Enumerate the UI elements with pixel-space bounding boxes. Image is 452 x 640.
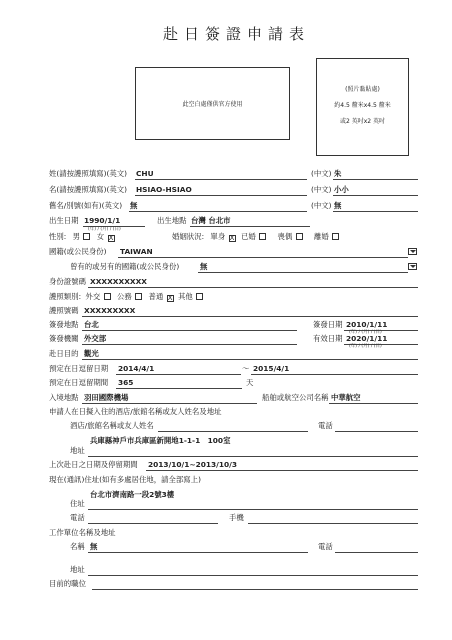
other-names-field[interactable]: 無 <box>130 201 138 210</box>
marital-widowed-label: 喪偶 <box>277 232 293 241</box>
surname-field[interactable]: CHU <box>136 169 154 178</box>
duration-field[interactable]: 365 <box>118 378 134 387</box>
hotel-address-label: 地址 <box>70 446 85 455</box>
current-address-header: 現在(通訊)住址(如有多處居住地，請全部寫上) <box>49 475 201 484</box>
other-names-underline <box>129 211 307 212</box>
hotel-name-underline <box>158 431 308 432</box>
issuing-authority-field[interactable]: 外交部 <box>84 334 107 343</box>
other-names-cn-field[interactable]: 無 <box>334 201 342 210</box>
purpose-label: 赴日目的 <box>49 349 79 358</box>
airline-underline <box>329 403 418 404</box>
other-names-cn-label: (中文) <box>311 201 332 210</box>
id-number-label: 身份證號碼 <box>49 277 86 286</box>
stay-date-separator: ～ <box>242 364 250 373</box>
surname-underline <box>135 179 307 180</box>
employer-name-underline <box>88 552 308 553</box>
given-name-field[interactable]: HSIAO-HSIAO <box>136 185 192 194</box>
current-phone-label: 電話 <box>70 513 85 522</box>
hotel-address-field[interactable]: 兵庫縣神戶市兵庫區新開地1-1-1 100室 <box>90 436 231 445</box>
passport-number-label: 護照號碼 <box>49 306 79 315</box>
airline-label: 船舶或航空公司名稱 <box>262 393 329 402</box>
sex-male-label: 男 <box>72 232 81 241</box>
passport-number-field[interactable]: XXXXXXXXX <box>84 306 136 315</box>
marital-married-checkbox[interactable] <box>259 233 266 240</box>
given-name-cn-field[interactable]: 小小 <box>334 185 349 194</box>
duration-unit: 天 <box>246 378 254 387</box>
airline-field[interactable]: 中華航空 <box>331 393 361 402</box>
employer-name-field[interactable]: 無 <box>90 542 98 551</box>
current-position-label: 目前的職位 <box>49 579 86 588</box>
hotels-header: 申請人在日擬入住的酒店/旅館名稱或友人姓名及地址 <box>49 407 222 416</box>
passport-diplomatic-label: 外交 <box>85 292 101 301</box>
nationality-dropdown-icon[interactable] <box>408 248 417 255</box>
surname-cn-label: (中文) <box>311 169 332 178</box>
former-nationality-underline <box>198 272 408 273</box>
nationality-label: 國籍(或公民身份) <box>49 247 107 256</box>
marital-divorced-label: 離婚 <box>313 232 329 241</box>
dob-label: 出生日期 <box>49 216 79 225</box>
marital-row <box>172 232 340 242</box>
given-name-cn-label: (中文) <box>311 185 332 194</box>
expiry-date-field[interactable]: 2020/1/11 <box>346 334 388 343</box>
birthplace-field[interactable]: 台灣 台北市 <box>191 216 231 225</box>
arrival-date-label: 預定在日逗留日期 <box>49 364 109 373</box>
arrival-date-underline <box>116 374 241 375</box>
given-name-underline <box>135 195 307 196</box>
expiry-date-label: 有效日期 <box>313 334 343 343</box>
photo-box-line2: 約4.5 釐米x4.5 釐米 <box>334 102 391 109</box>
given-name-label: 名(請按護照填寫)(英文) <box>49 185 128 194</box>
employer-address-label: 地址 <box>70 565 85 574</box>
sex-male-checkbox[interactable] <box>83 233 90 240</box>
surname-cn-field[interactable]: 朱 <box>334 169 342 178</box>
dob-field[interactable]: 1990/1/1 <box>84 216 121 225</box>
surname-cn-underline <box>333 179 418 180</box>
employer-header: 工作單位名稱及地址 <box>49 528 116 537</box>
hotel-name-label: 酒店/旅館名稱或友人姓名 <box>70 421 154 430</box>
given-name-cn-underline <box>333 195 418 196</box>
purpose-underline <box>82 359 418 360</box>
passport-other-label: 其他 <box>177 292 193 301</box>
passport-number-underline <box>82 316 418 317</box>
photo-box-line1: (照片黏貼處) <box>345 86 380 93</box>
arrival-date-field[interactable]: 2014/4/1 <box>118 364 155 373</box>
employer-phone-underline <box>335 552 418 553</box>
issue-date-field[interactable]: 2010/1/11 <box>346 320 388 329</box>
hotel-phone-label: 電話 <box>318 421 333 430</box>
port-of-entry-underline <box>82 403 257 404</box>
official-use-box <box>135 67 290 140</box>
former-nationality-select[interactable]: 無 <box>200 262 208 271</box>
purpose-field[interactable]: 觀光 <box>84 349 99 358</box>
nationality-select[interactable]: TAIWAN <box>120 247 153 256</box>
birthplace-label: 出生地點 <box>157 216 187 225</box>
former-nationality-label: 曾有的或另有的國籍(或公民身份) <box>70 262 180 271</box>
passport-ordinary-label: 普通 <box>148 292 164 301</box>
issue-place-underline <box>82 330 297 331</box>
sex-female-label: 女 <box>96 232 105 241</box>
passport-type-row <box>49 292 204 302</box>
marital-widowed-checkbox[interactable] <box>296 233 303 240</box>
marital-divorced-checkbox[interactable] <box>332 233 339 240</box>
previous-stay-underline <box>146 470 418 471</box>
issue-date-format-hint: (年) / (月) / (日) <box>349 330 382 335</box>
surname-label: 姓(請按護照填寫)(英文) <box>49 169 128 178</box>
issue-date-label: 簽發日期 <box>313 320 343 329</box>
current-phone-underline <box>88 523 218 524</box>
mobile-underline <box>248 523 418 524</box>
passport-diplomatic-checkbox[interactable] <box>104 293 111 300</box>
marital-married-label: 已婚 <box>240 232 256 241</box>
passport-other-checkbox[interactable] <box>196 293 203 300</box>
photo-box <box>316 58 409 156</box>
port-of-entry-label: 入境地點 <box>49 393 79 402</box>
issuing-authority-label: 簽發機關 <box>49 334 79 343</box>
hotel-address-underline <box>88 456 418 457</box>
sex-row <box>49 232 116 242</box>
id-number-underline <box>88 287 418 288</box>
employer-name-label: 名稱 <box>70 542 85 551</box>
photo-box-line3: 或2 英吋x2 英吋 <box>339 118 385 125</box>
official-use-note: 此空白處僅供官方使用 <box>182 101 243 108</box>
duration-underline <box>116 388 242 389</box>
passport-ordinary-checkbox[interactable]: X <box>167 294 173 302</box>
departure-date-underline <box>251 374 418 375</box>
id-number-field[interactable]: XXXXXXXXXX <box>90 277 147 286</box>
expiry-date-format-hint: (年) / (月) / (日) <box>349 344 382 349</box>
current-address-field[interactable]: 台北市濟南路一段2號3樓 <box>90 490 175 499</box>
passport-type-label: 護照類別: <box>49 292 82 301</box>
previous-stay-label: 上次赴日之日期及停留期間 <box>49 460 138 469</box>
form-title: 赴日簽證申請表 <box>163 25 311 43</box>
duration-label: 預定在日逗留期間 <box>49 378 109 387</box>
birthplace-underline <box>190 226 310 227</box>
marital-label: 婚姻狀況: <box>172 232 205 241</box>
passport-official-checkbox[interactable] <box>135 293 142 300</box>
marital-single-label: 單身 <box>210 232 226 241</box>
nationality-underline <box>118 257 408 258</box>
issue-place-label: 簽發地點 <box>49 320 79 329</box>
hotel-phone-underline <box>335 431 418 432</box>
departure-date-field[interactable]: 2015/4/1 <box>253 364 290 373</box>
other-names-cn-underline <box>333 211 418 212</box>
other-names-label: 舊名/別號(如有)(英文) <box>49 201 123 210</box>
employer-address-underline <box>88 575 418 576</box>
employer-phone-label: 電話 <box>318 542 333 551</box>
issuing-authority-underline <box>82 344 297 345</box>
current-address-underline <box>88 509 418 510</box>
mobile-label: 手機 <box>229 513 244 522</box>
sex-female-checkbox[interactable]: X <box>108 234 114 242</box>
current-address-label: 住址 <box>70 499 85 508</box>
passport-official-label: 公務 <box>116 292 132 301</box>
current-position-underline <box>92 589 418 590</box>
previous-stay-field[interactable]: 2013/10/1~2013/10/3 <box>148 460 237 469</box>
issue-place-field[interactable]: 台北 <box>84 320 99 329</box>
former-nationality-dropdown-icon[interactable] <box>408 263 417 270</box>
marital-single-checkbox[interactable]: X <box>229 234 235 242</box>
dob-format-hint: (年) / (月) / (日) <box>88 227 121 232</box>
sex-label: 性別: <box>49 232 67 241</box>
port-of-entry-field[interactable]: 羽田國際機場 <box>84 393 129 402</box>
